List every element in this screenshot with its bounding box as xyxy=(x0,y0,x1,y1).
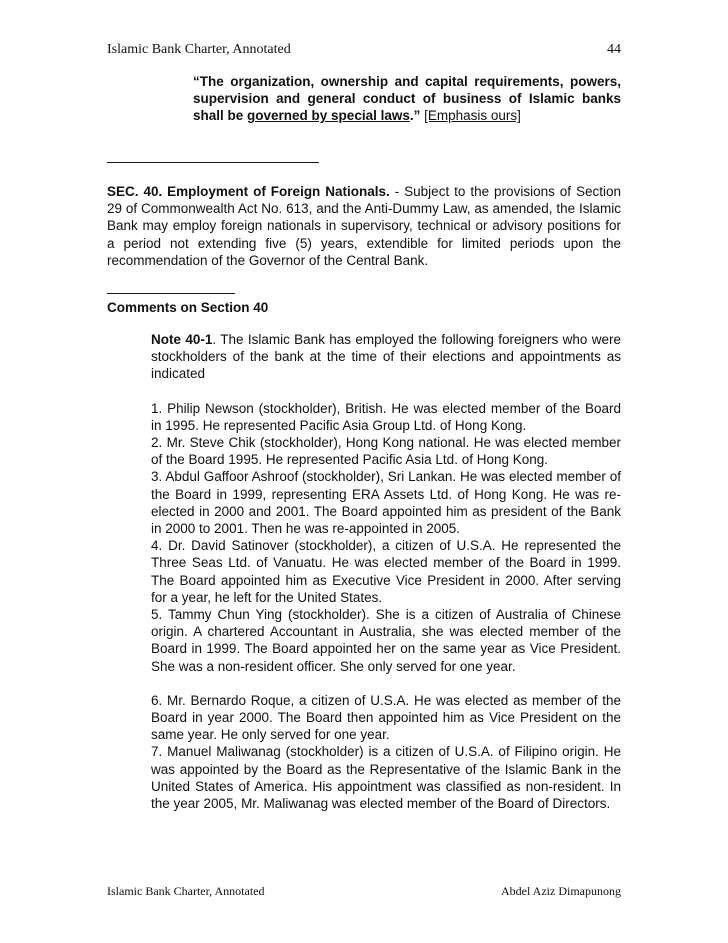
note-intro: Note 40-1. The Islamic Bank has employed the following foreigners who were stockholders of the bank at the time of their elections and appointments as indicated xyxy=(151,332,621,382)
list-item: 7. Manuel Maliwanag (stockholder) is a citizen of U.S.A. of Filipino origin. He was appointed by the Board as the Representative of the Islamic Bank in the United States of America. His appointment was classified as non-resident. In the year 2005, Mr. Maliwanag was elected member of the Board of Directors. xyxy=(151,744,621,812)
footer-author: Abdel Aziz Dimapunong xyxy=(501,884,621,898)
block-quote xyxy=(193,73,621,125)
footer-left: Islamic Bank Charter, Annotated xyxy=(107,884,265,898)
page-header xyxy=(107,42,621,58)
quote-text: “The organization, ownership and capital requirements, powers, supervision and general conduct of business of Islamic banks shall be xyxy=(193,74,621,124)
page-number: 44 xyxy=(607,42,621,57)
quote-underlined: governed by special laws xyxy=(247,108,410,124)
list-item: 5. Tammy Chun Ying (stockholder). She is a citizen of Australia of Chinese origin. A chartered Accountant in Australia, she was elected member of the Board in 1999. The Board appointed her on the same year as Vice President. She was a non-resident officer. She only served for one year. xyxy=(151,607,621,674)
section-body: - Subject to the provisions of Section 29 of Commonwealth Act No. 613, and the Anti-Dummy Law, as amended, the Islamic Bank may employ foreign nationals in supervisory, technical or advisory positions for a period not extending five (5) years, extendible for limited periods upon the recommendation of the Governor of the Central Bank. xyxy=(107,184,622,268)
list-item: 2. Mr. Steve Chik (stockholder), Hong Kong national. He was elected member of the Board 1995. He represented Pacific Asia Ltd. of Hong Kong. xyxy=(151,435,621,468)
divider-rule xyxy=(107,293,235,294)
list-item: 6. Mr. Bernardo Roque, a citizen of U.S.A. He was elected as member of the Board in year 2000. The Board then appointed him as Vice President on the same year. He only served for one year. xyxy=(151,692,621,743)
list-item: 1. Philip Newson (stockholder), British. He was elected member of the Board in 1995. He represented Pacific Asia Group Ltd. of Hong Kong. xyxy=(151,400,621,433)
section-heading: SEC. 40. Employment of Foreign Nationals. xyxy=(107,184,390,199)
comments-heading: Comments on Section 40 xyxy=(107,300,269,315)
page-footer xyxy=(107,884,621,899)
list-item: 4. Dr. David Satinover (stockholder), a citizen of U.S.A. He represented the Three Seas Ltd. of Vanuatu. He was elected member of the Board in 1999. The Board appointed him as Executive Vice President in 2000. After serving for a year, he left for the United States. xyxy=(151,538,621,605)
list-item: 3. Abdul Gaffoor Ashroof (stockholder), Sri Lankan. He was elected member of the Board in 1999, representing ERA Assets Ltd. of Hong Kong. He was re-elected in 2000 and 2001. The Board appointed him as president of the Bank in 2000 to 2001. Then he was re-appointed in 2005. xyxy=(151,469,621,537)
section-paragraph xyxy=(107,183,621,269)
notes-block xyxy=(151,331,621,812)
divider-rule xyxy=(107,162,319,163)
header-title: Islamic Bank Charter, Annotated xyxy=(107,42,291,57)
quote-close: .” xyxy=(409,108,425,124)
quote-emphasis: [Emphasis ours] xyxy=(424,108,521,124)
note-label: Note 40-1 xyxy=(151,332,213,347)
